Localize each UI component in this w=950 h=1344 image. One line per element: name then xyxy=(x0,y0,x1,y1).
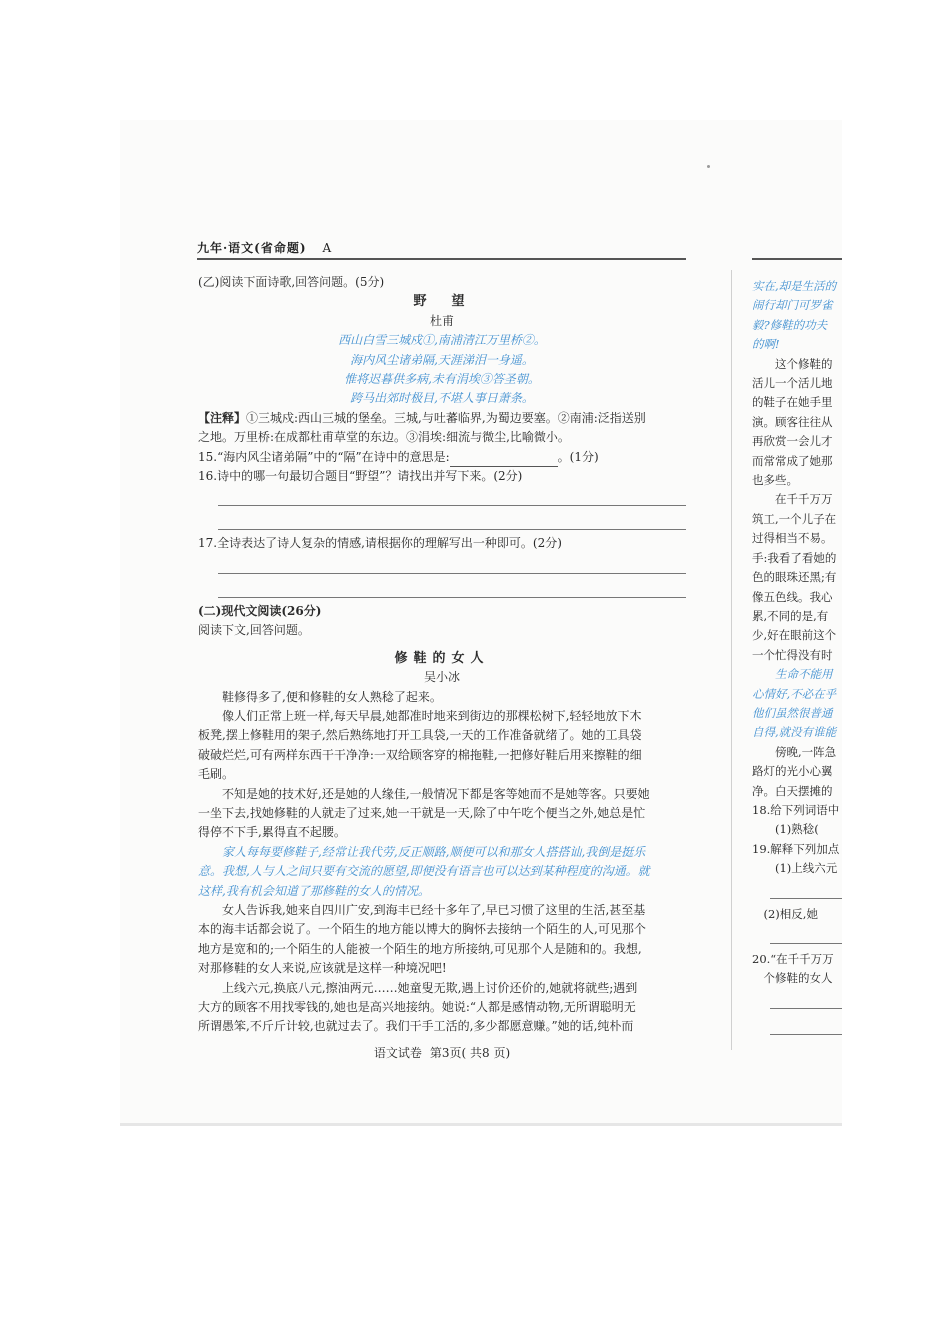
question-15 xyxy=(198,448,686,467)
text-line: 大方的顾客不用找零钱的,她也是高兴地接纳。她说:“人都是感情动物,无所谓聪明无 xyxy=(198,1000,636,1014)
text-line: 本的海丰话都会说了。一个陌生的地方能以博大的胸怀去接纳一个陌生的人,可见那个 xyxy=(198,922,646,937)
header-rule xyxy=(197,258,686,260)
text-line: 意。我想,人与人之间只要有交流的愿望,即便没有语言也可以达到某种程度的沟通。就 xyxy=(198,864,650,879)
text-line: 生命不能用 xyxy=(775,667,833,682)
footer-subject: 语文试卷 xyxy=(373,1046,422,1060)
main-column xyxy=(198,273,686,1037)
text-line: 路灯的光小心翼 xyxy=(752,764,833,779)
poem-notes-cont: 之地。万里桥:在成都杜甫草堂的东边。③涓埃:细流与微尘,比喻微小。 xyxy=(198,430,570,445)
poem-line: 惟将迟暮供多病,未有涓埃③答圣朝。 xyxy=(344,372,540,387)
text-line: 地方是宽和的;一个陌生的人能被一个陌生的地方所接纳,可见那个人是随和的。我想, xyxy=(198,941,642,956)
answer-blank[interactable] xyxy=(450,455,558,467)
footer-page: 第3页( 共8 页) xyxy=(429,1046,511,1060)
answer-line[interactable] xyxy=(770,924,842,944)
notes-text: ①三城戍:西山三城的堡垒。三城,与吐蕃临界,为蜀边要塞。②南浦:泛指送别 xyxy=(246,410,646,425)
answer-line[interactable] xyxy=(218,486,686,506)
essay-body xyxy=(198,688,686,1037)
notes-label: 【注释】 xyxy=(198,410,247,425)
question-20-cont: 个修鞋的女人 xyxy=(763,971,833,986)
text-line: 对那修鞋的女人来说,应该就是这样一种境况吧! xyxy=(198,961,447,976)
text-line: 闹行却门可罗雀 xyxy=(752,298,833,313)
text-line: 板凳,摆上修鞋用的架子,然后熟练地打开工具袋,一天的工作准备就绪了。她的工具袋 xyxy=(198,728,642,743)
text-line: 色的眼珠还黑;有 xyxy=(752,570,837,585)
text-line: 也多些。 xyxy=(752,473,798,488)
text-line: 筑工,一个儿子在 xyxy=(752,511,837,526)
side-text xyxy=(752,277,842,879)
text-line: 像人们正常上班一样,每天早晨,她都准时地来到街边的那棵松树下,轻轻地放下木 xyxy=(222,708,642,723)
text-line: 18.给下列词语中 xyxy=(752,802,840,817)
essay-title: 修鞋的女人 xyxy=(394,650,490,666)
header-variant: A xyxy=(322,241,333,255)
text-line: 破破烂烂,可有两样东西干干净净:一双给顾客穿的棉拖鞋,一把修好鞋后用来擦鞋的细 xyxy=(198,747,642,762)
text-line: 演。顾客往往从 xyxy=(752,414,833,429)
text-line: 手:我看了看她的 xyxy=(752,550,837,565)
poem-title: 野 望 xyxy=(413,294,471,310)
text-line: 他们虽然很普通 xyxy=(752,705,833,720)
section-heading: (二)现代文阅读(26分) xyxy=(198,603,322,618)
header-rule-right xyxy=(752,258,842,260)
column-divider xyxy=(731,270,732,1050)
text-line: 鞋修得多了,便和修鞋的女人熟稔了起来。 xyxy=(222,689,442,704)
text-line: 活儿一个活儿地 xyxy=(752,376,833,391)
text-line: 所谓愚笨,不斤斤计较,也就过去了。我们干手工活的,多少都愿意赚。”她的话,纯朴而 xyxy=(198,1019,634,1034)
paper-fold-shadow xyxy=(120,1123,842,1126)
page-footer xyxy=(198,1044,686,1061)
text-line: 累,不同的是,有 xyxy=(752,608,829,623)
text-line: 自得,就没有谁能 xyxy=(752,725,837,740)
text-line: 这样,我有机会知道了那修鞋的女人的情况。 xyxy=(198,883,430,898)
poem-line: 西山白雪三城戍①,南浦清江万里桥②。 xyxy=(338,333,546,348)
text-line: 而常常成了她那 xyxy=(752,453,833,468)
text-line: 实在,却是生活的 xyxy=(752,279,837,293)
text-line: 一坐下去,找她修鞋的人就走了过来,她一干就是一天,除了中午吃个便当之外,她总是忙 xyxy=(198,805,646,820)
scan-speck xyxy=(707,165,710,168)
text-line: 心情好,不必在乎 xyxy=(752,686,837,701)
text-line: 少,好在眼前这个 xyxy=(752,628,837,643)
text-line: 得停不下手,累得直不起腰。 xyxy=(198,825,346,840)
text-line: 女人告诉我,她来自四川广安,到海丰已经十多年了,早已习惯了这里的生活,甚至基 xyxy=(222,902,646,917)
text-line: 毛刷。 xyxy=(198,767,235,782)
poem-line: 跨马出郊时极目,不堪人事日萧条。 xyxy=(350,391,534,406)
right-column-cropped xyxy=(752,277,842,1041)
question-15-text: 15.“海内风尘诸弟隔”中的“隔”在诗中的意思是: xyxy=(198,449,450,464)
essay-author: 吴小冰 xyxy=(423,670,460,685)
question-15-score: 。(1分) xyxy=(557,449,599,464)
text-line: 不知是她的技术好,还是她的人缘佳,一般情况下都是客等她而不是她等客。只要她 xyxy=(222,786,650,801)
text-line: 上线六元,换底八元,擦油两元……她童叟无欺,遇上讨价还价的,她就将就些;遇到 xyxy=(222,980,638,995)
text-line: (1)上线六元 xyxy=(775,861,838,876)
answer-line[interactable] xyxy=(218,578,686,598)
text-line: 再欣赏一会儿才 xyxy=(752,434,833,449)
text-line: 的鞋子在她手里 xyxy=(752,395,833,410)
answer-line[interactable] xyxy=(218,510,686,530)
question-16: 16.诗中的哪一句最切合题目“野望”？请找出并写下来。(2分) xyxy=(198,469,523,484)
text-line: 这个修鞋的 xyxy=(775,356,833,371)
poem-line: 海内风尘诸弟隔,天涯涕泪一身遥。 xyxy=(350,352,534,367)
text-line: 19.解释下列加点 xyxy=(752,841,840,856)
text-line: 毅?修鞋的功夫 xyxy=(752,317,828,332)
text-line: 像五色线。我心 xyxy=(752,589,833,604)
text-line: 家人每每要修鞋子,经常让我代劳,反正顺路,顺便可以和那女人搭搭讪,我倒是挺乐 xyxy=(222,844,646,859)
answer-line[interactable] xyxy=(770,879,842,899)
text-line: 净。白天摆摊的 xyxy=(752,783,833,798)
text-line: 在千千万万 xyxy=(775,492,833,507)
question-20: 20.“在千千万万 xyxy=(752,952,834,966)
poem-notes xyxy=(198,409,686,428)
poem-prompt: (乙)阅读下面诗歌,回答问题。(5分) xyxy=(198,275,385,289)
header-title: 九年·语文(省命题) xyxy=(197,241,307,255)
section-instruction: 阅读下文,回答问题。 xyxy=(198,623,310,638)
page-header xyxy=(197,239,332,256)
answer-line[interactable] xyxy=(770,989,842,1009)
text-line: 一个忙得没有时 xyxy=(752,647,833,662)
text-line: 傍晚,一阵急 xyxy=(775,744,837,759)
text-line: (1)熟稔( xyxy=(775,822,819,837)
question-19-2: (2)相反,她 xyxy=(763,906,818,921)
question-17: 17.全诗表达了诗人复杂的情感,请根据你的理解写出一种即可。(2分) xyxy=(198,536,562,551)
text-line: 的啊! xyxy=(752,337,780,352)
text-line: 过得相当不易。 xyxy=(752,531,833,546)
answer-line[interactable] xyxy=(218,554,686,574)
answer-line[interactable] xyxy=(770,1015,842,1035)
poem-author: 杜甫 xyxy=(429,313,454,328)
